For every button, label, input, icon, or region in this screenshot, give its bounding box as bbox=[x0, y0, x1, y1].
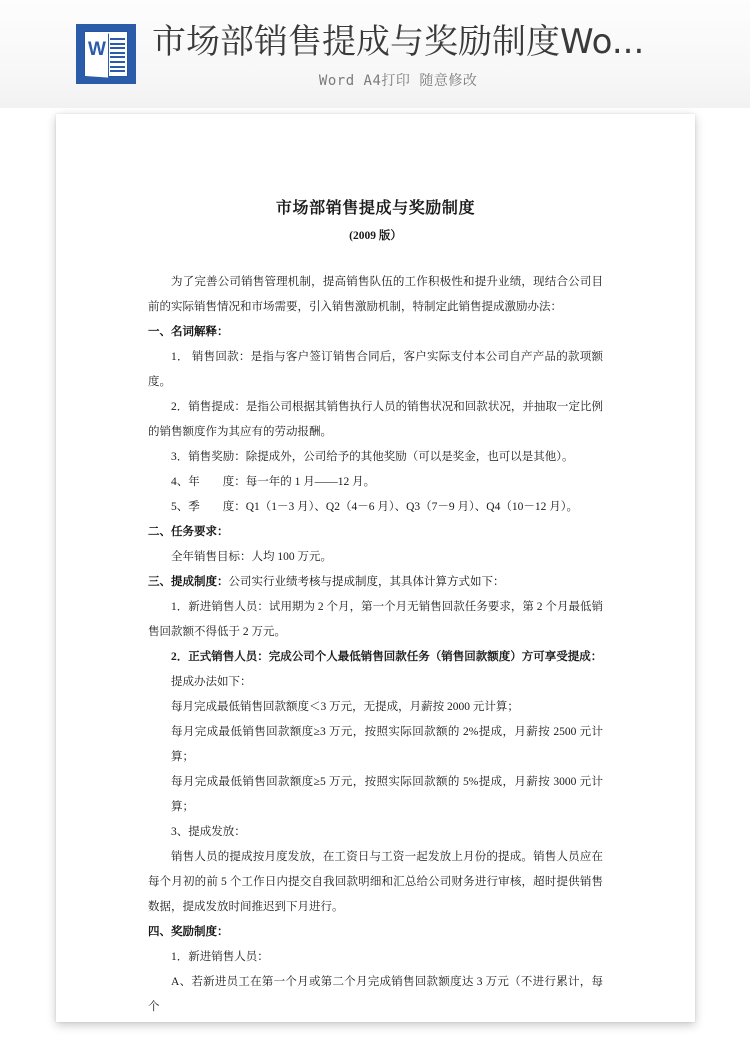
document-intro-paragraph: 为了完善公司销售管理机制，提高销售队伍的工作积极性和提升业绩，现结合公司目前的实际销售情况和市场需要，引入销售激励机制，特制定此销售提成激励办法： bbox=[148, 276, 603, 313]
section-heading-4-label: 四、奖励制度： bbox=[148, 926, 229, 938]
banner-content bbox=[76, 20, 644, 92]
section-heading-3 bbox=[148, 570, 603, 595]
section-3-item-1: 1．新进销售人员：试用期为 2 个月，第一个月无销售回款任务要求，第 2 个月最低销售回款额不得低于 2 万元。 bbox=[148, 601, 603, 638]
page-banner bbox=[0, 0, 750, 108]
section-3-item-4: 每月完成最低销售回款额度＜3 万元，无提成，月薪按 2000 元计算； bbox=[171, 701, 519, 713]
document-title: 市场部销售提成与奖励制度 bbox=[275, 200, 476, 217]
section-heading-1 bbox=[148, 320, 603, 345]
section-1-item-1: 1． 销售回款：是指与客户签订销售合同后，客户实际支付本公司自产产品的款项额度。 bbox=[148, 351, 603, 388]
section-4-item-1: 1．新进销售人员： bbox=[171, 951, 269, 963]
document-subtitle: (2009 版） bbox=[349, 230, 402, 242]
banner-title: 市场部销售提成与奖励制度Wo... bbox=[152, 22, 645, 62]
section-1-item-4: 4、年 度：每一年的 1 月——12 月。 bbox=[171, 476, 376, 488]
banner-text-block bbox=[152, 20, 644, 92]
word-icon-lines bbox=[110, 38, 125, 75]
section-1-item-3: 3．销售奖励：除提成外，公司给予的其他奖励（可以是奖金，也可以是其他）。 bbox=[171, 451, 574, 463]
section-1-item-2: 2．销售提成：是指公司根据其销售执行人员的销售状况和回款状况，并抽取一定比例的销售额度作为其应有的劳动报酬。 bbox=[148, 401, 603, 438]
section-heading-2-label: 二、任务要求： bbox=[148, 526, 229, 538]
section-heading-2 bbox=[148, 520, 603, 545]
section-heading-3-rest: 公司实行业绩考核与提成制度，其具体计算方式如下： bbox=[228, 576, 505, 588]
section-4-item-2: A、若新进员工在第一个月或第二个月完成销售回款额度达 3 万元（不进行累计，每个 bbox=[148, 976, 603, 1013]
section-heading-1-label: 一、名词解释： bbox=[148, 326, 229, 338]
section-1-item-5: 5、季 度：Q1（1－3 月）、Q2（4－6 月）、Q3（7－9 月）、Q4（10－12 月）。 bbox=[171, 501, 578, 513]
section-3-item-6: 每月完成最低销售回款额度≥5 万元，按照实际回款额的 5%提成，月薪按 3000 元计算； bbox=[171, 776, 603, 813]
word-icon-letter: W bbox=[88, 39, 106, 60]
banner-subtitle: Word A4打印 随意修改 bbox=[318, 73, 478, 89]
section-2-item-1: 全年销售目标：人均 100 万元。 bbox=[171, 551, 332, 563]
section-heading-4 bbox=[148, 920, 603, 945]
section-3-item-2: 2．正式销售人员：完成公司个人最低销售回款任务（销售回款额度）方可享受提成： bbox=[171, 651, 603, 663]
microsoft-word-icon bbox=[76, 24, 136, 84]
section-heading-3-label: 三、提成制度： bbox=[148, 576, 229, 588]
document-page bbox=[56, 114, 695, 1022]
section-3-item-8: 销售人员的提成按月度发放，在工资日与工资一起发放上月份的提成。销售人员应在每个月初的前 5 个工作日内提交自我回款明细和汇总给公司财务进行审核，超时提供销售数据，提成发放时间推迟到下月进行。 bbox=[148, 851, 603, 913]
section-3-item-5: 每月完成最低销售回款额度≥3 万元，按照实际回款额的 2%提成，月薪按 2500 元计算； bbox=[171, 726, 603, 763]
document-body bbox=[148, 196, 603, 1020]
section-3-item-7: 3、提成发放： bbox=[171, 826, 246, 838]
section-3-item-3: 提成办法如下： bbox=[171, 676, 252, 688]
